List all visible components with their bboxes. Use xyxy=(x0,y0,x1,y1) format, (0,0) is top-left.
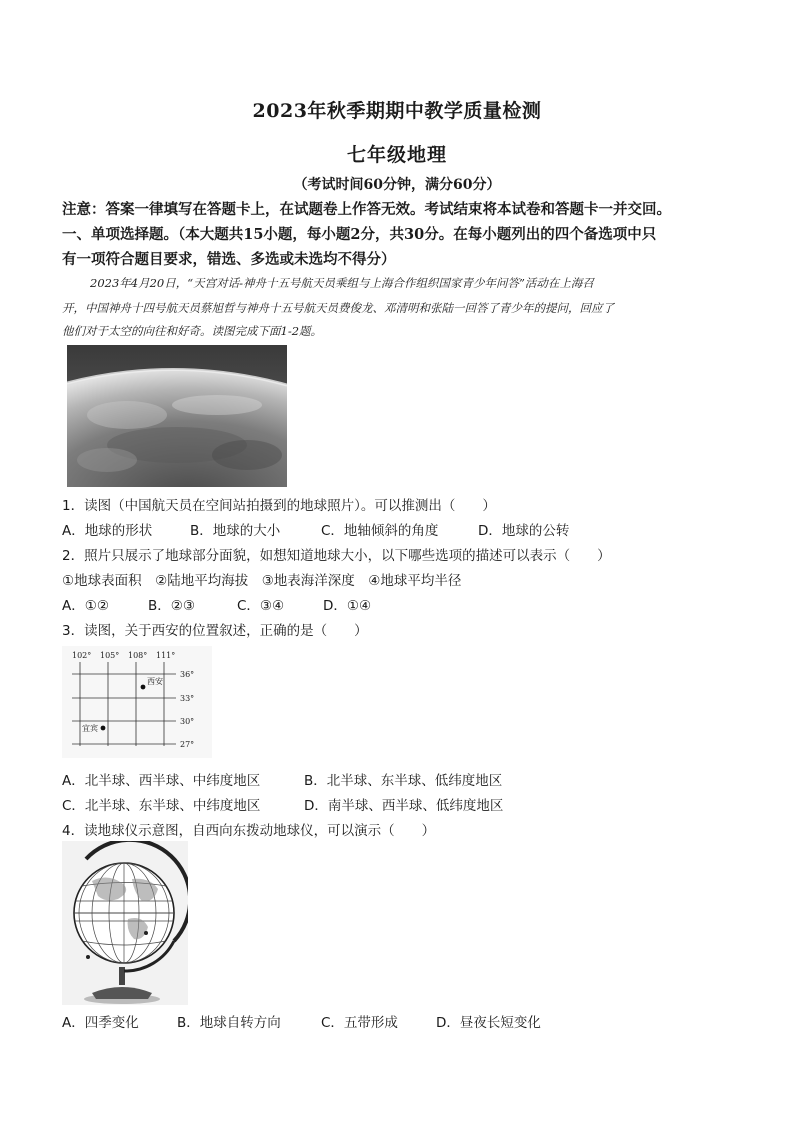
section-heading-line2: 有一项符合题目要求，错选、多选或未选均不得分） xyxy=(62,251,396,268)
exam-info: （考试时间60分钟，满分60分） xyxy=(293,177,501,193)
passage-line1: 2023年4月20日，“天宫对话-神舟十五号航天员乘组与上海合作组织国家青少年问答”活动在上海召 xyxy=(90,276,594,290)
question-2-stem: 2．照片只展示了地球部分面貌，如想知道地球大小，以下哪些选项的描述可以表示（ ） xyxy=(62,548,611,564)
yibin-marker xyxy=(101,726,106,731)
q4-option-b: B．地球自转方向 xyxy=(177,1015,281,1031)
question-1-stem: 1．读图（中国航天员在空间站拍摄到的地球照片）。可以推测出（ ） xyxy=(62,498,496,514)
question-3-stem: 3．读图，关于西安的位置叙述，正确的是（ ） xyxy=(62,623,368,639)
q2-option-c: C．③④ xyxy=(237,598,285,614)
xian-label: 西安 xyxy=(147,677,163,686)
q2-option-d: D．①④ xyxy=(323,598,372,614)
exam-title: 2023年秋季期期中教学质量检测 xyxy=(252,100,542,122)
lon-label-102: 102° xyxy=(72,651,92,660)
notice-text: 注意：答案一律填写在答题卡上，在试题卷上作答无效。考试结束将本试卷和答题卡一并交回。 xyxy=(62,201,671,218)
lon-label-108: 108° xyxy=(128,651,148,660)
lat-label-27: 27° xyxy=(180,740,195,749)
lat-lon-grid-figure xyxy=(62,646,212,758)
q2-statements: ①地球表面积 ②陆地平均海拔 ③地表海洋深度 ④地球平均半径 xyxy=(62,573,462,589)
lat-label-33: 33° xyxy=(180,694,195,703)
yibin-label: 宜宾 xyxy=(82,724,98,733)
question-4-stem: 4．读地球仪示意图，自西向东拨动地球仪，可以演示（ ） xyxy=(62,823,436,839)
lon-label-105: 105° xyxy=(100,651,120,660)
q1-option-d: D．地球的公转 xyxy=(478,523,570,539)
q4-option-a: A．四季变化 xyxy=(62,1015,139,1031)
q1-option-a: A．地球的形状 xyxy=(62,523,153,539)
passage-line3: 他们对于太空的向往和好奇。读图完成下面1-2题。 xyxy=(62,324,323,338)
earth-photo-image xyxy=(67,345,287,487)
q2-option-a: A．①② xyxy=(62,598,109,614)
passage-line2: 开，中国神舟十四号航天员蔡旭哲与神舟十五号航天员费俊龙、邓清明和张陆一回答了青少年的提问，回应了 xyxy=(62,301,614,315)
q1-option-b: B．地球的大小 xyxy=(190,523,281,539)
q3-option-c: C．北半球、东半球、中纬度地区 xyxy=(62,798,261,814)
q4-option-c: C．五带形成 xyxy=(321,1015,398,1031)
section-heading-line1: 一、单项选择题。（本大题共15小题，每小题2分，共30分。在每小题列出的四个备选项中只 xyxy=(62,226,657,243)
lon-label-111: 111° xyxy=(156,651,176,660)
q1-option-c: C．地轴倾斜的角度 xyxy=(321,523,439,539)
q3-option-b: B．北半球、东半球、低纬度地区 xyxy=(304,773,503,789)
q2-option-b: B．②③ xyxy=(148,598,195,614)
lat-label-30: 30° xyxy=(180,717,195,726)
q3-option-d: D．南半球、西半球、低纬度地区 xyxy=(304,798,504,814)
globe-illustration xyxy=(62,841,188,1005)
q4-option-d: D．昼夜长短变化 xyxy=(436,1015,541,1031)
exam-subject: 七年级地理 xyxy=(346,144,447,166)
lat-label-36: 36° xyxy=(180,670,195,679)
xian-marker xyxy=(141,685,146,690)
q3-option-a: A．北半球、西半球、中纬度地区 xyxy=(62,773,261,789)
